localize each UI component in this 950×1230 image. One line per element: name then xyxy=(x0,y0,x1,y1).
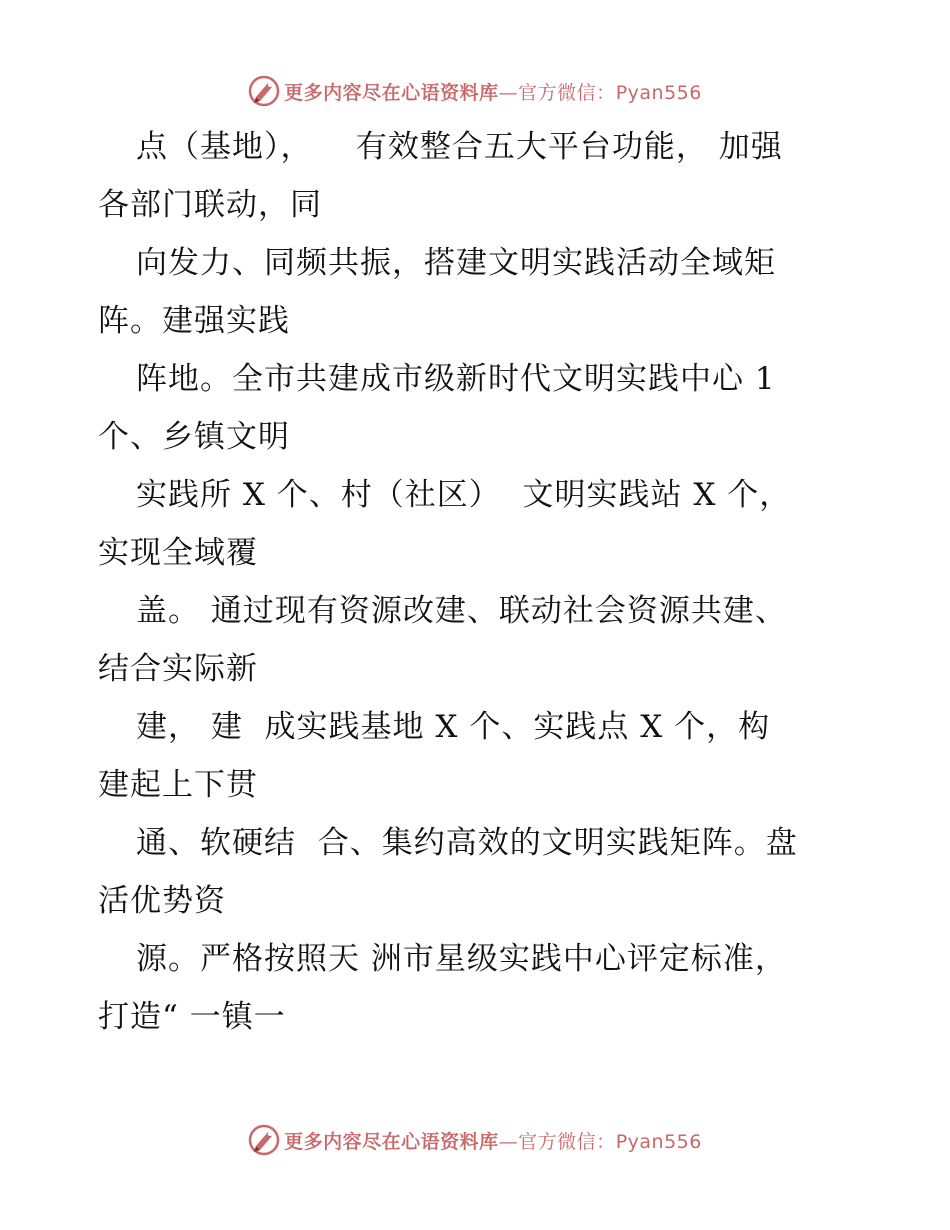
body-line: 建起上下贯 xyxy=(98,767,258,803)
body-line: 向发力、同频共振，搭建文明实践活动全域矩 xyxy=(136,245,776,281)
body-line: 阵地。全市共建成市级新时代文明实践中心 1 xyxy=(136,361,776,397)
body-line: 盖。 通过现有资源改建、联动社会资源共建、 xyxy=(136,593,787,629)
footer-banner-text xyxy=(284,1127,702,1154)
body-line: 通、软硬结 合、集约高效的文明实践矩阵。盘 xyxy=(136,825,798,861)
footer-banner xyxy=(0,1120,950,1160)
body-line: 个、乡镇文明 xyxy=(98,419,290,455)
body-line: 各部门联动，同 xyxy=(98,187,322,223)
document-body xyxy=(98,118,898,1046)
header-banner-wechat-id: Pyan556 xyxy=(615,81,702,104)
header-banner xyxy=(0,71,950,111)
body-line: 活优势资 xyxy=(98,883,226,919)
body-line: 打造“ 一镇一 xyxy=(98,999,286,1035)
body-line: 实践所 X 个、村（社区） 文明实践站 X 个， xyxy=(136,477,792,513)
footer-banner-wechat-id: Pyan556 xyxy=(615,1130,702,1153)
footer-banner-separator: — xyxy=(498,1130,519,1153)
body-line: 源。严格按照天 洲市星级实践中心评定标准， xyxy=(136,941,787,977)
pen-logo-icon xyxy=(248,75,280,107)
footer-banner-wechat-label: 官方微信： xyxy=(518,1130,616,1153)
body-line: 结合实际新 xyxy=(98,651,258,687)
header-banner-separator: — xyxy=(498,81,519,104)
header-banner-wechat-label: 官方微信： xyxy=(518,81,616,104)
pen-logo-icon xyxy=(248,1124,280,1156)
header-banner-text xyxy=(284,78,702,105)
header-banner-title: 更多内容尽在心语资料库 xyxy=(284,81,499,104)
body-line: 阵。建强实践 xyxy=(98,303,290,339)
body-line: 建， 建 成实践基地 X 个、实践点 X 个，构 xyxy=(136,709,771,745)
body-line: 点（基地）， 有效整合五大平台功能， 加强 xyxy=(136,129,783,165)
footer-banner-title: 更多内容尽在心语资料库 xyxy=(284,1130,499,1153)
body-line: 实现全域覆 xyxy=(98,535,258,571)
